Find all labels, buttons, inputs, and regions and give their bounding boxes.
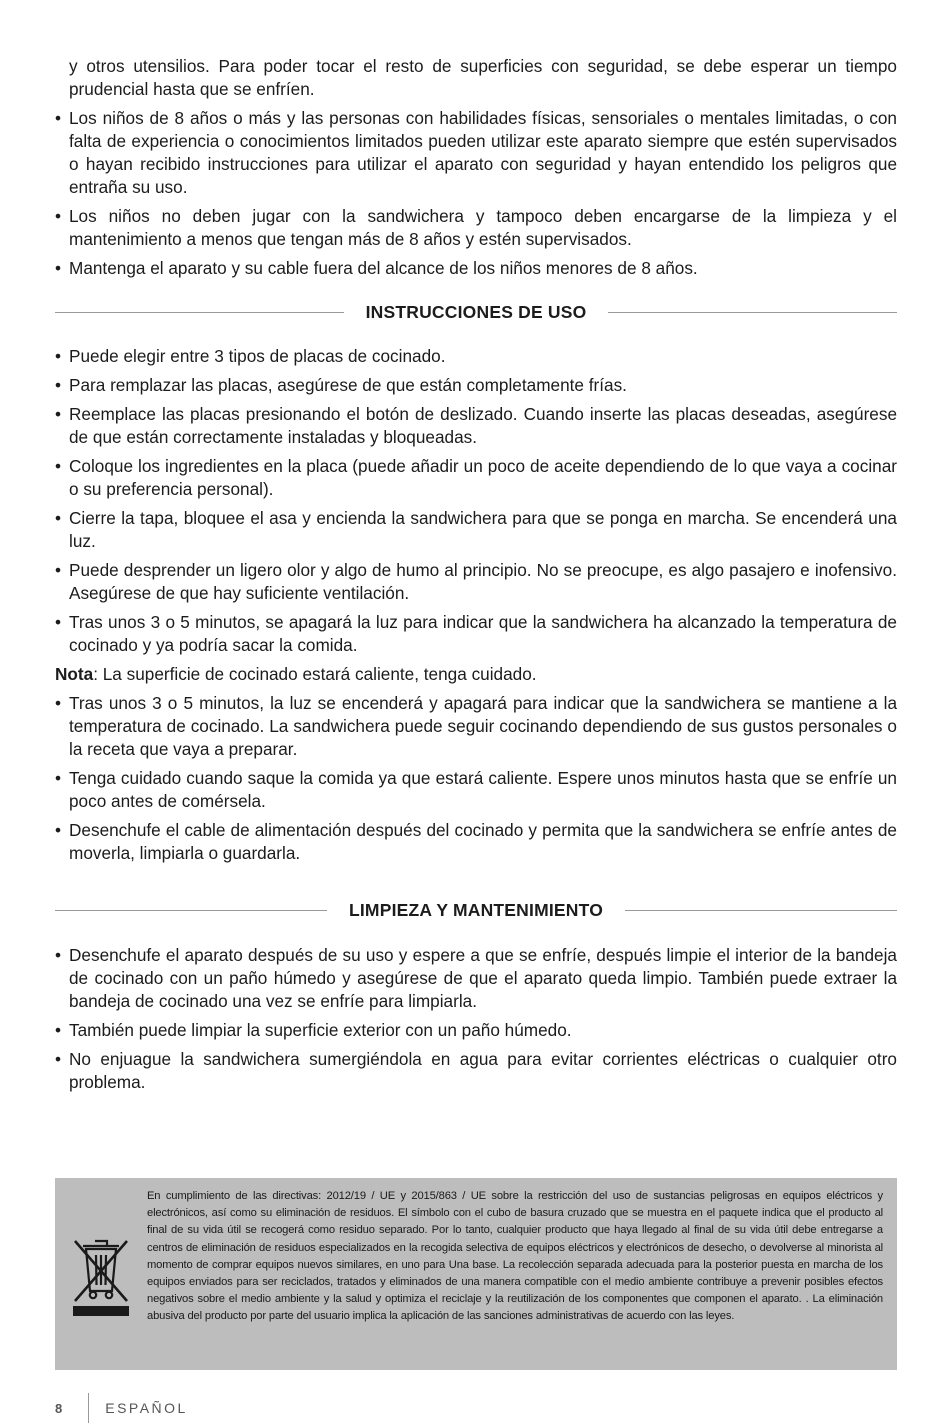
usage-list-after-note: [55, 692, 897, 865]
intro-continuation: y otros utensilios. Para poder tocar el resto de superficies con seguridad, se debe esperar un tiempo prudencial hasta que se enfríen.: [69, 56, 897, 99]
list-item: • Cierre la tapa, bloquee el asa y encienda la sandwichera para que se ponga en marcha. Se encenderá una luz.: [55, 507, 897, 553]
list-item: • Coloque los ingredientes en la placa (puede añadir un poco de aceite dependiendo de lo que vaya a cocinar o su preferencia personal).: [55, 455, 897, 501]
list-item: • Los niños no deben jugar con la sandwichera y tampoco deben encargarse de la limpieza y el mantenimiento a menos que tengan más de 8 años y estén supervisados.: [55, 205, 897, 251]
usage-list: [55, 345, 897, 657]
page-number: 8: [55, 1400, 63, 1416]
list-item: • También puede limpiar la superficie exterior con un paño húmedo.: [55, 1019, 897, 1042]
list-item: • Los niños de 8 años o más y las personas con habilidades físicas, sensoriales o mentales limitadas, o con falta de experiencia o conocimientos limitados pueden utilizar este aparato siempre que estén supervisados o hayan recibido instrucciones para utilizar el aparato con seguridad y hayan entendido los peligros que entraña su uso.: [55, 107, 897, 199]
footer-divider: [88, 1393, 89, 1423]
list-item: • Tenga cuidado cuando saque la comida ya que estará caliente. Espere unos minutos hasta que se enfríe un poco antes de comérsela.: [55, 767, 897, 813]
cleaning-section: [55, 944, 897, 1100]
heading-rule-left: [55, 312, 344, 313]
crossed-out-wheelie-bin-icon: [69, 1235, 133, 1317]
list-item: • Mantenga el aparato y su cable fuera del alcance de los niños menores de 8 años.: [55, 257, 897, 280]
heading-rule-right: [625, 910, 897, 911]
heading-rule-left: [55, 910, 327, 911]
cleaning-list: [55, 944, 897, 1094]
list-item: • Desenchufe el aparato después de su uso y espere a que se enfríe, después limpie el interior de la bandeja de cocinado con un paño húmedo y asegúrese de que el aparato queda limpio. También puede extraer la bandeja de cocinado una vez se enfríe para limpiarla.: [55, 944, 897, 1013]
list-item: • Reemplace las placas presionando el botón de deslizado. Cuando inserte las placas deseadas, asegúrese de que están correctamente instaladas y bloqueadas.: [55, 403, 897, 449]
weee-notice-box: [55, 1178, 897, 1370]
cleaning-heading-text: LIMPIEZA Y MANTENIMIENTO: [348, 899, 604, 920]
list-item: • Desenchufe el cable de alimentación después del cocinado y permita que la sandwichera se enfríe antes de moverla, limpiarla o guardarla.: [55, 819, 897, 865]
weee-notice-text: En cumplimiento de las directivas: 2012/19 / UE y 2015/863 / UE sobre la restricción del uso de sustancias peligrosas en equipos eléctricos y electrónicos, así como su eliminación de residuos. El símbolo con el cubo de basura cruzado que se muestra en el paquete indica que el producto al final de su vida útil se recogerá como residuo separado. Por lo tanto, cualquier producto que haya llegado al final de su vida útil debe entregarse a centros de eliminación de residuos especializados en la recogida selectiva de equipos eléctricos y electrónicos de desecho, o devolverse al minorista al momento de comprar equipos nuevos similares, en uno para Una base. La recolección separada adecuada para la posterior puesta en marcha de los equipos enviados para ser reciclados, tratados y eliminados de una manera compatible con el medio ambiente contribuye a prevenir posibles efectos negativos sobre el medio ambiente y la salud y optimiza el reciclaje y la reutilización de los componentes que componen el aparato. . La eliminación abusiva del producto por parte del usuario implica la aplicación de las sanciones administrativas de acuerdo con las leyes.: [147, 1190, 883, 1323]
note-text: : La superficie de cocinado estará caliente, tenga cuidado.: [93, 664, 537, 684]
list-item: • No enjuague la sandwichera sumergiéndola en agua para evitar corrientes eléctricas o cualquier otro problema.: [55, 1048, 897, 1094]
intro-list: [55, 107, 897, 280]
page-footer: [55, 1393, 188, 1423]
heading-rule-right: [608, 312, 897, 313]
usage-section: [55, 345, 897, 871]
usage-heading-text: INSTRUCCIONES DE USO: [365, 301, 587, 322]
list-item: • Tras unos 3 o 5 minutos, se apagará la luz para indicar que la sandwichera ha alcanzado la temperatura de cocinado y ya podría sacar la comida.: [55, 611, 897, 657]
usage-heading: [55, 299, 897, 325]
list-item: • Para remplazar las placas, asegúrese de que están completamente frías.: [55, 374, 897, 397]
cleaning-heading: [55, 897, 897, 923]
list-item: • Puede desprender un ligero olor y algo de humo al principio. No se preocupe, es algo pasajero e inofensivo. Asegúrese de que hay suficiente ventilación.: [55, 559, 897, 605]
note-label: Nota: [55, 664, 94, 684]
usage-note: [55, 663, 897, 686]
list-item: • Puede elegir entre 3 tipos de placas de cocinado.: [55, 345, 897, 368]
intro-section: [55, 55, 897, 286]
footer-language: ESPAÑOL: [105, 1400, 188, 1416]
list-item: • Tras unos 3 o 5 minutos, la luz se encenderá y apagará para indicar que la sandwichera se mantiene a la temperatura de cocinado. La sandwichera puede seguir cocinando dependiendo de sus gustos personales o la receta que vaya a preparar.: [55, 692, 897, 761]
